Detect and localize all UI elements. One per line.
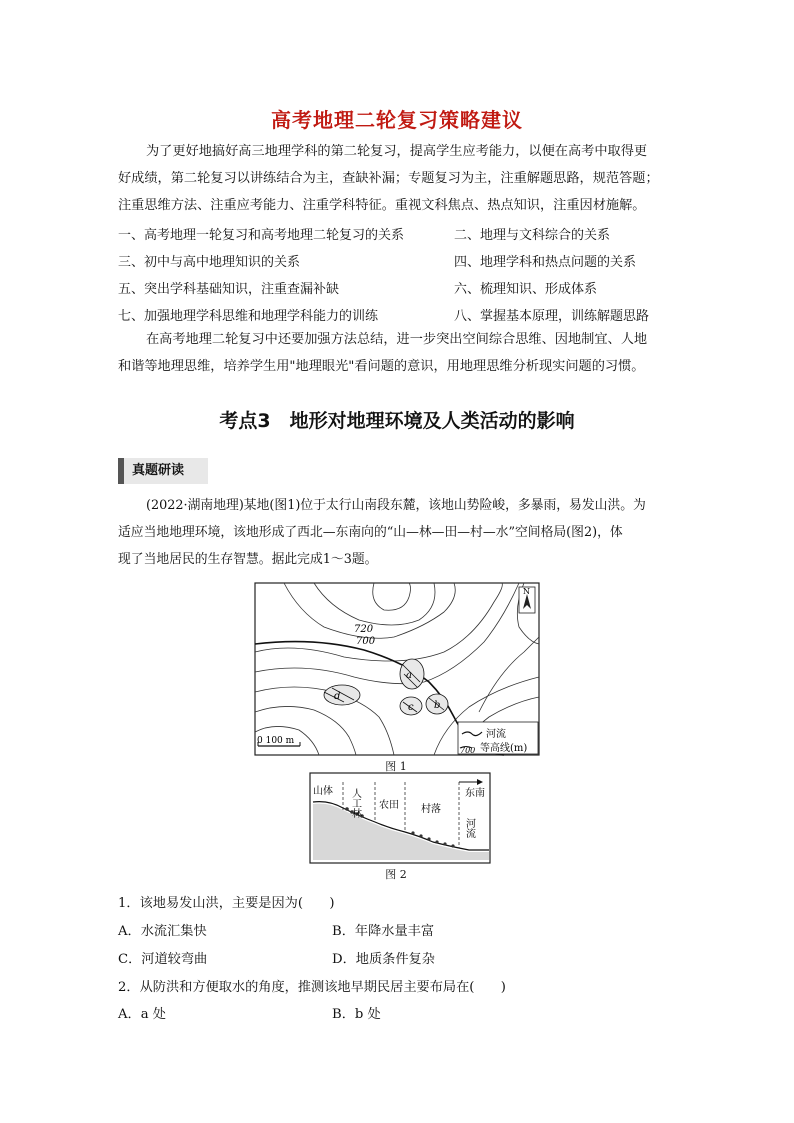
question-1-stem: 1．该地易发山洪，主要是因为( ) [118,896,335,911]
closing-paragraph [118,326,678,380]
list-item: 四、地理学科和热点问题的关系 [454,255,637,270]
q1-option-d[interactable]: D．地质条件复杂 [332,952,435,967]
q1-option-c[interactable]: C．河道较弯曲 [118,952,208,967]
intro-line: 注重思维方法、注重应考能力、注重学科特征。重视文科焦点、热点知识，注重因材施解。 [118,198,646,213]
contour-map-figure [254,582,540,756]
page-title: 高考地理二轮复习策略建议 [271,108,523,132]
q2-option-a[interactable]: A．a 处 [118,1007,166,1022]
q2-option-b[interactable]: B．b 处 [332,1007,381,1022]
profile-figure [309,772,491,864]
label-farmland: 农田 [379,800,399,811]
list-row [118,305,678,324]
list-row [118,224,678,243]
point-label-d: d [334,691,341,702]
label-village: 村落 [421,804,441,815]
list-row [118,251,678,270]
intro-line: 为了更好地搞好高三地理学科的第二轮复习，提高学生应考能力，以便在高考中取得更 [146,144,648,159]
question-2-stem: 2．从防洪和方便取水的角度，推测该地早期民居主要布局在( ) [118,980,506,995]
label-forest: 人工林 [349,788,361,818]
list-item: 八、掌握基本原理，训练解题思路 [454,309,650,324]
map-legend [458,722,538,755]
intro-paragraph [118,138,678,219]
legend-contour: 等高线(m) [480,743,528,754]
north-label: N [523,587,530,596]
section-tag [118,458,208,484]
figure2-caption: 图 2 [385,868,407,881]
list-item: 六、梳理知识、形成体系 [454,282,598,297]
legend-river: 河流 [486,729,506,740]
intro-line: (2022·湖南地理)某地(图1)位于太行山南段东麓，该地山势险峻，多暴雨，易发山洪。为 [146,498,646,513]
contour-label-720: 720 [354,624,374,635]
list-item: 五、突出学科基础知识，注重查漏补缺 [118,282,340,297]
label-mountain: 山体 [313,786,333,797]
list-item: 三、初中与高中地理知识的关系 [118,255,301,270]
point-label-a: a [406,670,412,681]
scale-label: 0 100 m [257,736,295,746]
q1-option-a[interactable]: A．水流汇集快 [118,924,207,939]
scale-bar [257,736,300,746]
intro-line: 现了当地居民的生存智慧。据此完成1～3题。 [118,552,378,567]
intro-line: 适应当地地理环境，该地形成了西北—东南向的“山—林—田—村—水”空间格局(图2)，体 [118,525,623,540]
question-intro [118,492,678,573]
section-title: 考点3 地形对地理环境及人类活动的影响 [219,410,575,432]
list-item: 一、高考地理一轮复习和高考地理二轮复习的关系 [118,228,405,243]
point-label-c: c [408,702,414,713]
closing-line: 和谐等地理思维，培养学生用"地理眼光"看问题的意识，用地理思维分析现实问题的习惯。 [118,359,645,374]
tag-bar [118,458,124,484]
q1-option-b[interactable]: B．年降水量丰富 [332,924,435,939]
label-river: 河流 [463,818,475,838]
figure1-caption: 图 1 [385,760,407,773]
point-label-b: b [434,700,441,711]
label-direction: 东南 [465,788,485,799]
tag-label: 真题研读 [132,463,185,478]
legend-700: 700 [460,746,476,755]
list-row [118,278,678,297]
list-item: 七、加强地理学科思维和地理学科能力的训练 [118,309,379,324]
north-arrow-icon [519,587,535,613]
closing-line: 在高考地理二轮复习中还要加强方法总结，进一步突出空间综合思维、因地制宜、人地 [146,332,648,347]
list-item: 二、地理与文科综合的关系 [454,228,611,243]
intro-line: 好成绩，第二轮复习以讲练结合为主，查缺补漏；专题复习为主，注重解题思路，规范答题； [118,171,659,186]
contour-label-700: 700 [356,636,376,647]
